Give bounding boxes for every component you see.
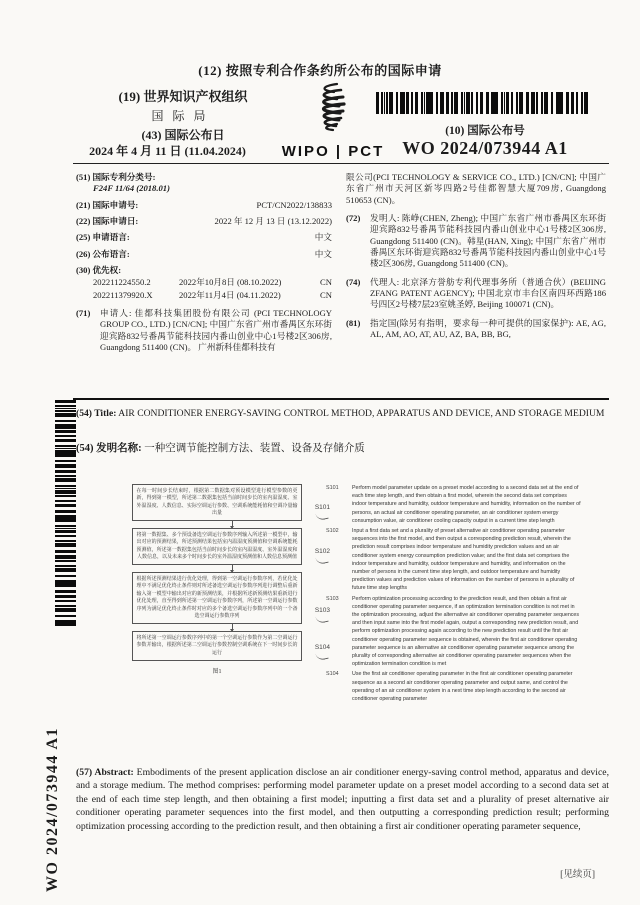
english-step bbox=[326, 670, 582, 703]
figure-flowchart bbox=[132, 484, 332, 675]
abstract bbox=[76, 766, 609, 833]
priority-row: 202211224550.2 2022年10月8日 (08.10.2022) CN bbox=[93, 277, 332, 288]
flow-arrow-icon bbox=[232, 624, 233, 631]
filing-language-row: (25) 申请语言: 中文 bbox=[76, 232, 332, 243]
title-divider bbox=[73, 398, 609, 400]
flow-step-s102 bbox=[132, 528, 330, 565]
flow-step-s104 bbox=[132, 631, 330, 661]
continued-note: [见续页] bbox=[560, 870, 595, 880]
ipc-value: F24F 11/64 (2018.01) bbox=[93, 183, 170, 194]
title-zh-label: (54) 发明名称: bbox=[76, 443, 142, 454]
filing-date: 2022 年 12 月 13 日 (13.12.2022) bbox=[214, 216, 332, 227]
flow-step-s101 bbox=[132, 484, 330, 521]
flow-box: 在每一时间步长结束时，根据第二数据集对预设模型进行模型参数的更新，得到第一模型，所述第二数据集包括当前时间步长的室内温湿度、室外温湿度、人数信息、实际空调运行参数、空调系统能耗值和空调冷量输出量 bbox=[132, 484, 302, 521]
agent-paragraph: (74) 代理人: 北京泽方誉舫专利代理事务所（普通合伙）(BEIJING ZFANG PATENT AGENCY); 中国北京市丰台区南四环西路186号四区2号楼7层23室姚圣婷, Beijing 100071 (CN)。 bbox=[346, 276, 606, 310]
step-label: S102 bbox=[326, 528, 339, 535]
step-label: S104 bbox=[326, 671, 339, 678]
flow-arrow-icon bbox=[232, 521, 233, 528]
title-en-label: (54) Title: bbox=[76, 408, 117, 419]
step-text: Perform optimization processing according to the prediction result, and then obtain a first air conditioner operating parameter sequence, if an optimization termination condition is not met in the optimization processing, adjust the alternative air conditioner operating parameter sequences and then input same into the first model again, output a corresponding new prediction result, and perform optimization processing again according to the new prediction result until the first air conditioner operating parameter sequence is obtained, wherein the first air conditioner operating parameter sequence is an alternative air conditioner operating parameter sequence among the plurality of corresponding alternative air conditioner operating parameter sequences when the optimization termination condition is met bbox=[352, 595, 580, 668]
flow-box: 将第一数据集、多个预设备选空调运行参数序列输入所述第一模型中，输出对应的预测结果，所述预测结果包括室内温湿度预测值和空调系统能耗预测值，所述第一数据集包括当前时间步长的室内温湿度、室外温湿度和人数信息，以及未来多个时间步长的室外温湿度预测值和人数信息预测值 bbox=[132, 528, 302, 565]
designated-states-text: 指定国(除另有指明，要求每一种可提供的国家保护): AE, AG, AL, AM, AO, AT, AU, AZ, BA, BB, BG, bbox=[370, 317, 606, 340]
applicant-continuation: 限公司(PCI TECHNOLOGY & SERVICE CO., LTD.) [CN/CN]; 中国广东省广州市天河区新岑四路2号佳都智慧大厦709房, Guangdong 510653 (CN)。 bbox=[346, 172, 606, 205]
ipc-label: (51) 国际专利分类号: bbox=[76, 172, 156, 182]
header-divider bbox=[73, 163, 609, 164]
figure-english-steps bbox=[326, 484, 582, 705]
org-name: (19) 世界知识产权组织 bbox=[118, 89, 248, 104]
flow-box: 将所述第一空调运行参数序列中的第一个空调运行参数作为第二空调运行参数并输出，根据所述第二空调运行参数控制空调系统在下一时间步长的运行 bbox=[132, 631, 302, 661]
english-step bbox=[326, 595, 582, 669]
step-label: S103 bbox=[326, 595, 339, 602]
abstract-label: (57) Abstract: bbox=[76, 767, 134, 778]
flow-arrow-icon bbox=[232, 565, 233, 572]
flow-step-s103 bbox=[132, 572, 330, 624]
applicant-text: 申请人: 佳都科技集团股份有限公司 (PCI TECHNOLOGY GROUP CO., LTD.) [CN/CN]; 中国广东省广州市番禺区东环街迎宾路832号番禺节能科技园内番山创业中心1号楼2区306房, Guangdong 511400 (CN)。 广州新科佳都科技有 bbox=[100, 308, 332, 353]
title-english bbox=[76, 408, 609, 421]
pub-date: 2024 年 4 月 11 日 (11.04.2024) bbox=[89, 144, 246, 158]
biblio-right-column bbox=[346, 172, 606, 340]
priority-label-row: (30) 优先权: bbox=[76, 265, 122, 276]
wipo-globe-icon bbox=[307, 80, 359, 136]
english-step bbox=[326, 484, 582, 525]
org-block bbox=[88, 86, 278, 124]
title-zh-text: 一种空调节能控制方法、装置、设备及存储介质 bbox=[144, 443, 365, 454]
pub-number-label: (10) 国际公布号 bbox=[445, 125, 525, 137]
designated-states-paragraph: (81) 指定国(除另有指明，要求每一种可提供的国家保护): AE, AG, AL, AM, AO, AT, AU, AZ, BA, BB, BG, bbox=[346, 317, 606, 340]
application-number: PCT/CN2022/138833 bbox=[256, 199, 332, 210]
biblio-left-column bbox=[76, 172, 332, 353]
title-en-text: AIR CONDITIONER ENERGY-SAVING CONTROL METHOD, APPARATUS AND DEVICE, AND STORAGE MEDIUM bbox=[118, 408, 605, 419]
step-label: S102 bbox=[314, 548, 330, 555]
publication-language: 中文 bbox=[314, 248, 332, 259]
side-barcode-icon bbox=[55, 400, 76, 626]
applicant-paragraph: (71) 申请人: 佳都科技集团股份有限公司 (PCI TECHNOLOGY GROUP CO., LTD.) [CN/CN]; 中国广东省广州市番禺区东环街迎宾路832号番禺节能科技园内番山创业中心1号楼2区306房, Guangdong 511400 (CN)。 广州新科佳都科技有 bbox=[76, 308, 332, 353]
barcode-icon bbox=[376, 92, 590, 114]
agent-text: 代理人: 北京泽方誉舫专利代理事务所（普通合伙）(BEIJING ZFANG PATENT AGENCY); 中国北京市丰台区南四环西路186号四区2号楼7层23室姚圣婷, Beijing 100071 (CN)。 bbox=[370, 276, 606, 310]
title-chinese bbox=[76, 440, 609, 455]
step-label: S101 bbox=[314, 504, 330, 511]
pub-number: WO 2024/073944 A1 bbox=[402, 138, 568, 158]
filing-language: 中文 bbox=[314, 232, 332, 243]
publication-type-line: (12) 按照专利合作条约所公布的国际申请 bbox=[198, 63, 442, 78]
filing-date-row: (22) 国际申请日: 2022 年 12 月 13 日 (13.12.2022) bbox=[76, 216, 332, 227]
step-label: S104 bbox=[314, 643, 330, 651]
step-label: S103 bbox=[314, 607, 330, 614]
org-bureau: 国际局 bbox=[151, 109, 215, 123]
english-step bbox=[326, 527, 582, 593]
pub-date-label: (43) 国际公布日 bbox=[141, 128, 225, 142]
application-number-row: (21) 国际申请号: PCT/CN2022/138833 bbox=[76, 199, 332, 210]
step-text: Perform model parameter update on a preset model according to a second data set at the end of each time step length, and then obtain a first model, wherein the second data set comprises indoor temperature and humidity, outdoor temperature and humidity, information on the number of persons, an actual air conditioner operating parameter, an air conditioner system energy consumption value, air conditioner cooling capacity output in a current time step length bbox=[352, 485, 581, 524]
abstract-text: Embodiments of the present application disclose an air conditioner energy-saving control method, apparatus and device, and a storage medium. The method comprises: performing model parameter update on a preset model according to a second data set at the end of each time step length, and then obtaining a first model; inputting a first data set and a plurality of preset alternative air conditioner operating parameter sequences into the first model, and then outputting a corresponding prediction result; performing optimization processing according to the prediction result, and then obtaining a first air conditioner operating parameter sequence, bbox=[76, 767, 609, 832]
inventors-text: 发明人: 陈峥(CHEN, Zheng); 中国广东省广州市番禺区东环街迎宾路832号番禺节能科技园内番山创业中心1号楼2区306房, Guangdong 511400 (CN)。韩星(HAN, Xing); 中国广东省广州市番禺区东环街迎宾路832号番禺节能科技园内番山创业中心1号楼2区306房, Guangdong 511400 (CN)。 bbox=[370, 213, 606, 269]
wipo-pct-wordmark: WIPO | PCT bbox=[281, 143, 385, 160]
side-publication-number: WO 2024/073944 A1 bbox=[44, 726, 61, 892]
flow-box: 根据所述预测结果进行优化处理，得到第一空调运行参数序列，若优化处理中不满足优化终止条件则对所述备选空调运行参数序列进行调整后重新输入第一模型中输出对应的新预测结果，并根据所述新预测结果重新进行优化处理，直至得到所述第一空调运行参数序列，所述第一空调运行参数序列为满足优化终止条件时对应的多个备选空调运行参数序列中的一个备选空调运行参数序列 bbox=[132, 572, 302, 624]
publication-language-row: (26) 公布语言: 中文 bbox=[76, 248, 332, 259]
step-label: S101 bbox=[326, 485, 339, 491]
step-text: Use the first air conditioner operating parameter in the first air conditioner operating parameter sequence as a second air conditioner operating parameter and output same, and control the operating of an air conditioner system in a next time step length according to the second air conditioner operating parameter bbox=[352, 671, 573, 703]
figure-caption: 图1 bbox=[212, 668, 222, 675]
priority-row: 202211379920.X 2022年11月4日 (04.11.2022) CN bbox=[93, 289, 332, 300]
step-text: Input a first data set and a plurality of preset alternative air conditioner operating parameter sequences into the first model, and then output a corresponding prediction result, wherein the prediction result comprises indoor temperature and humidity prediction values and an air conditioner system energy consumption prediction value; and the first data set comprises the indoor temperature and humidity, outdoor temperature and humidity, and information on the number of persons in the current time step length, and outdoor temperature and humidity prediction values and prediction values of information on the number of persons in a plurality of future time step lengths bbox=[352, 528, 575, 592]
inventors-paragraph: (72) 发明人: 陈峥(CHEN, Zheng); 中国广东省广州市番禺区东环街迎宾路832号番禺节能科技园内番山创业中心1号楼2区306房, Guangdong 511400 (CN)。韩星(HAN, Xing); 中国广东省广州市番禺区东环街迎宾路832号番禺节能科技园内番山创业中心1号楼2区306房, Guangdong 511400 (CN)。 bbox=[346, 213, 606, 269]
